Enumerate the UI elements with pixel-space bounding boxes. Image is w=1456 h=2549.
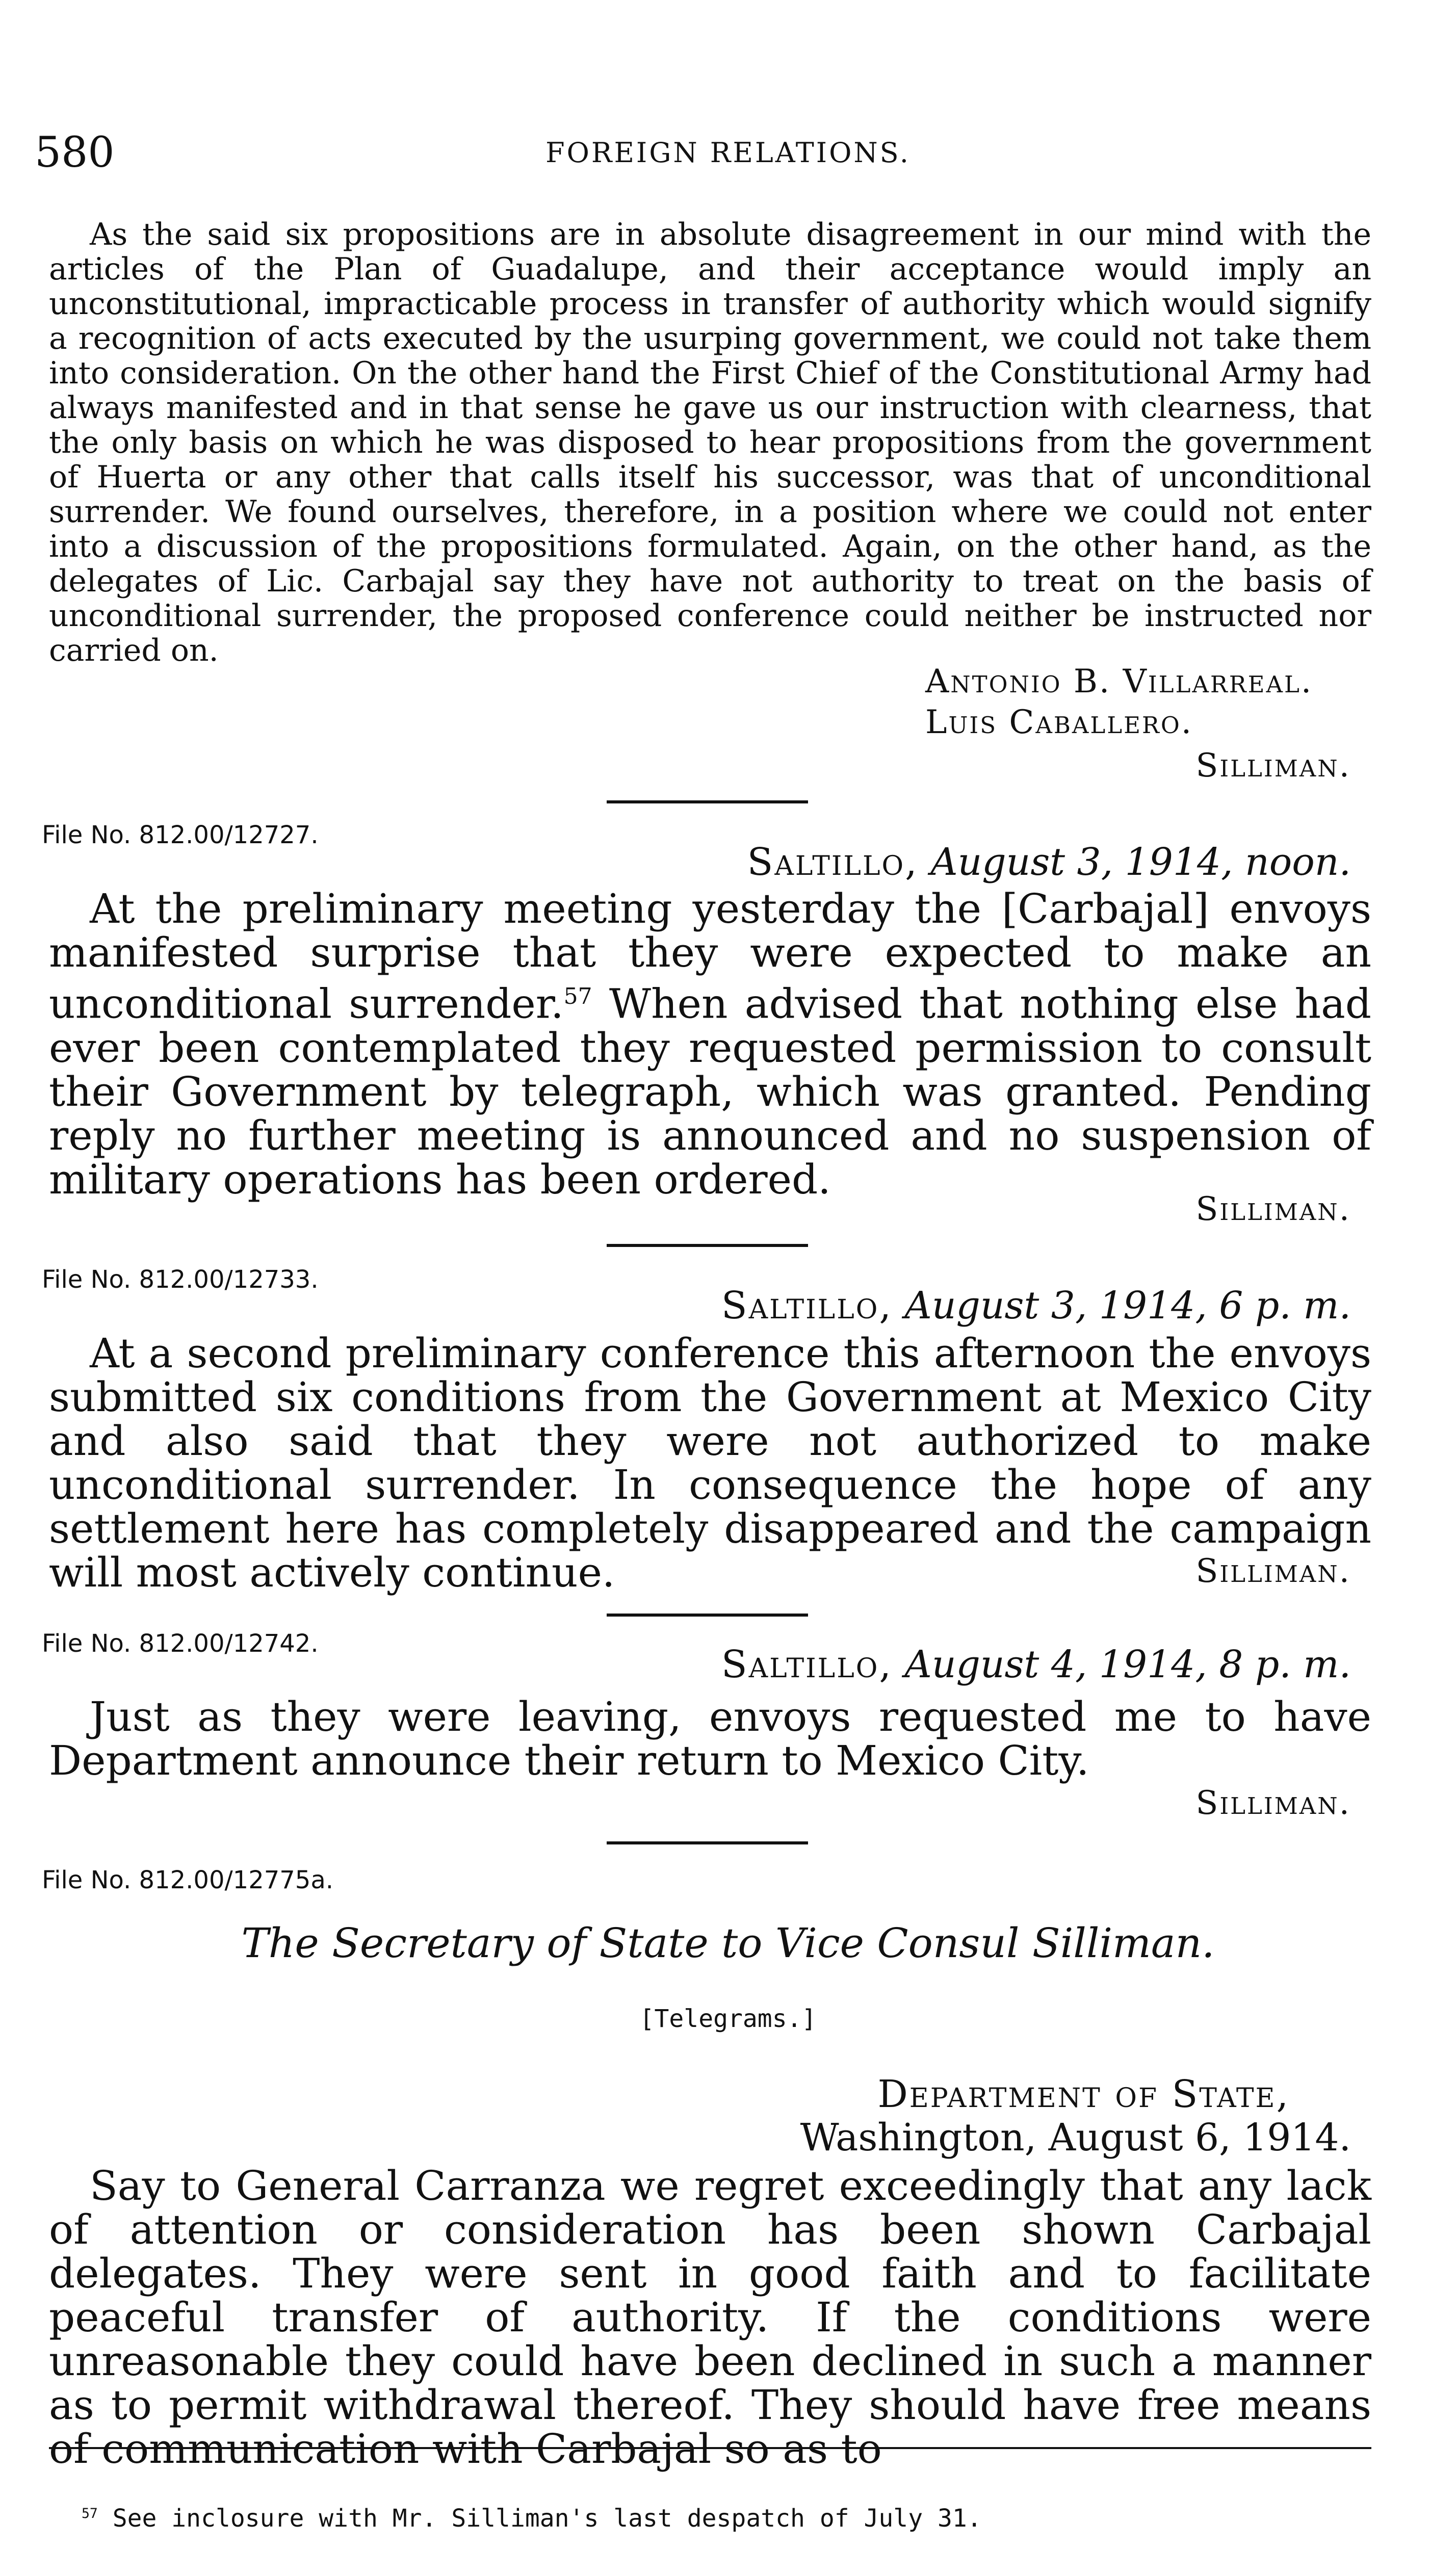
page-number: 580 (35, 128, 115, 177)
closing-signature: Silliman. (1195, 747, 1351, 785)
dateline-place: Saltillo, (721, 1643, 893, 1686)
section-divider (607, 1244, 808, 1247)
telegram-body: Just as they were leaving, envoys requested me to have Department announce their return to Mexico City. (49, 1693, 1371, 1784)
dateline (0, 1643, 1351, 1686)
telegram-body-text-continued: When advised that nothing else had ever been contemplated they requested permission to consult their Government by telegraph, which was granted. Pending reply no further meeting is announced and no suspension of military operations has been ordered. (49, 980, 1371, 1203)
footnote-rule (49, 2447, 1371, 2449)
address-department: Department of State, (877, 2072, 1290, 2116)
address-date: Washington, August 6, 1914. (800, 2116, 1351, 2160)
signatory-caballero: Luis Caballero. (925, 704, 1193, 741)
file-number: File No. 812.00/12775a. (42, 1866, 334, 1894)
file-number: File No. 812.00/12742. (42, 1629, 319, 1658)
section-divider (607, 800, 808, 803)
intro-paragraph: As the said six propositions are in absolute disagreement in our mind with the articles of the Plan of Guadalupe, and their acceptance would imply an unconstitutional, impracticable process in transfer of authority which would signify a recognition of acts executed by the usurping government, we could not take them into consideration. On the other hand the First Chief of the Constitutional Army had always manifested and in that sense he gave us our instruction with clearness, that the only basis on which he was disposed to hear propositions from the government of Huerta or any other that calls itself his successor, was that of unconditional surrender. We found ourselves, therefore, in a position where we could not enter into a discussion of the propositions formulated. Again, on the other hand, as the delegates of Lic. Carbajal say they have not authority to treat on the basis of unconditional surrender, the proposed conference could neither be instructed nor carried on. (49, 217, 1371, 668)
telegram-body-text: At the preliminary meeting yesterday the [Carbajal] envoys manifested surprise that they were expected to make an unconditional surrender. (49, 885, 1371, 1028)
file-number: File No. 812.00/12727. (42, 821, 319, 849)
signatory-villarreal: Antonio B. Villarreal. (925, 663, 1313, 700)
telegram-body (49, 887, 1371, 1202)
dateline (0, 1284, 1351, 1328)
footnote (82, 2504, 982, 2533)
telegram-signature: Silliman. (1195, 1190, 1351, 1228)
dateline-place: Saltillo, (747, 840, 919, 884)
telegram-signature: Silliman. (1195, 1784, 1351, 1822)
dateline-date: August 3, 1914, noon. (930, 840, 1351, 884)
file-number: File No. 812.00/12733. (42, 1265, 319, 1294)
dateline-place: Saltillo, (721, 1284, 893, 1328)
footnote-marker: 57 (82, 2506, 98, 2521)
telegrams-note: [Telegrams.] (639, 2005, 817, 2033)
telegram-body: Say to General Carranza we regret exceedingly that any lack of attention or consideration has been shown Carbajal delegates. They were sent in good faith and to facilitate peaceful transfer of authority. If the conditions were unreasonable they could have been declined in such a manner as to permit withdrawal thereof. They should have free means of communication with Carbajal so as to (49, 2162, 1371, 2473)
dateline (0, 840, 1351, 884)
dateline-date: August 3, 1914, 6 p. m. (904, 1284, 1351, 1328)
running-title: FOREIGN RELATIONS. (545, 137, 911, 169)
footnote-text: See inclosure with Mr. Silliman's last despatch of July 31. (112, 2504, 982, 2533)
telegram-body: At a second preliminary conference this afternoon the envoys submitted six conditions from the Government at Mexico City and also said that they were not authorized to make unconditional surrender. In consequence the hope of any settlement here has completely disappeared and the campaign will most actively continue. (49, 1330, 1371, 1596)
section-heading: The Secretary of State to Vice Consul Silliman. (241, 1919, 1215, 1967)
section-divider (607, 1614, 808, 1617)
footnote-reference: 57 (563, 983, 592, 1009)
dateline-date: August 4, 1914, 8 p. m. (904, 1643, 1351, 1686)
section-divider (607, 1841, 808, 1844)
telegram-signature: Silliman. (1195, 1552, 1351, 1590)
